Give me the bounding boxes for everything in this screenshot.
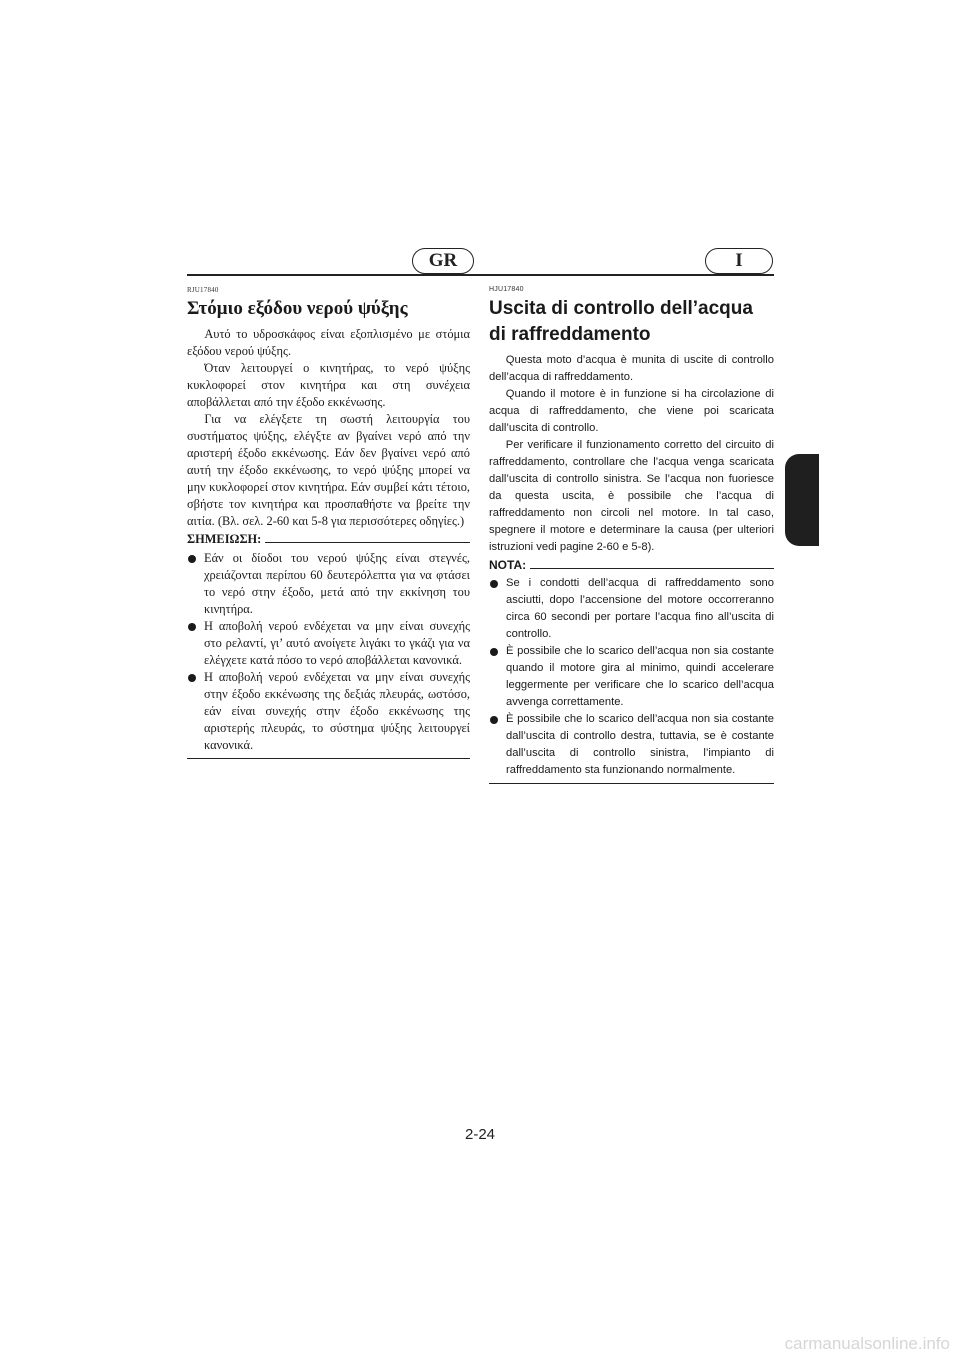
header-rule [187, 274, 774, 276]
note-rule [530, 568, 774, 569]
note-item: Η αποβολή νερού ενδέχεται να μην είναι συνεχής στην έξοδο εκκένωσης της δεξιάς πλευράς, ωστόσο, εάν είναι συνεχής στην έξοδο εκκένωσης της αριστερής πλευράς, το σύστημα ψύξης λειτουργεί κανονικά. [187, 669, 470, 754]
note-item: Se i condotti dell’acqua di raffreddamento sono asciutti, dopo l’accensione del motore occorreranno circa 60 secondi per portare l’acqua fino all’uscita di controllo. [489, 575, 774, 643]
note-label: NOTA: [489, 558, 527, 572]
note-header [187, 532, 470, 547]
page-number: 2-24 [464, 1126, 496, 1143]
note-header [489, 558, 774, 572]
note-list [489, 575, 774, 779]
note-end-rule [489, 783, 774, 784]
note-rule [265, 542, 470, 543]
italian-column [489, 286, 774, 784]
language-badge-gr: GR [412, 248, 474, 274]
paragraph: Όταν λειτουργεί ο κινητήρας, το νερό ψύξης κυκλοφορεί στον κινητήρα και στη συνέχεια αποβάλλεται από την έξοδο εκκένωσης. [187, 361, 470, 409]
note-item: Εάν οι δίοδοι του νερού ψύξης είναι στεγνές, χρειάζονται περίπου 60 δευτερόλεπτα για να φτάσει το νερό στην έξοδο, μετά από την εκκίνηση του κινητήρα. [187, 550, 470, 618]
note-end-rule [187, 758, 470, 759]
language-badge-it: I [705, 248, 773, 274]
paragraph: Quando il motore è in funzione si ha circolazione di acqua di raffreddamento, che viene poi scaricata dall’uscita di controllo. [489, 388, 774, 434]
paragraph: Per verificare il funzionamento corretto del circuito di raffreddamento, controllare che l’acqua venga scaricata dall’uscita di controllo sinistra. Se l’acqua non fuoriesce da questa uscita, è possibile che l’acqua di raffreddamento non circoli nel motore. In tal caso, spegnere il motore e determinare la causa (per ulteriori istruzioni vedi pagine 2-60 e 5-8). [489, 439, 774, 553]
watermark: carmanualsonline.info [784, 1334, 950, 1353]
chapter-tab [785, 454, 819, 546]
note-item: È possibile che lo scarico dell’acqua non sia costante dall’uscita di controllo destra, tuttavia, se è costante dall’uscita di controllo sinistra, l’impianto di raffreddamento sta funzionando normalmente. [489, 711, 774, 779]
paragraph: Questa moto d’acqua è munita di uscite di controllo dell’acqua di raffreddamento. [489, 354, 774, 383]
section-code: RJU17840 [187, 286, 219, 294]
note-label: ΣΗΜΕΙΩΣΗ: [187, 532, 262, 546]
note-item: Η αποβολή νερού ενδέχεται να μην είναι συνεχής στο ρελαντί, γι’ αυτό ανοίγετε λιγάκι το γκάζι για να ελέγχετε κατά πόσο το νερό αποβάλλεται κανονικά. [187, 618, 470, 669]
paragraph: Αυτό το υδροσκάφος είναι εξοπλισμένο με στόμια εξόδου νερού ψύξης. [187, 327, 470, 358]
greek-column [187, 286, 470, 759]
section-title: Uscita di controllo dell’acqua di raffreddamento [489, 298, 753, 345]
section-title: Στόμιο εξόδου νερού ψύξης [187, 298, 408, 319]
note-item: È possibile che lo scarico dell’acqua non sia costante quando il motore gira al minimo, quindi accelerare leggermente per verificare che lo scarico dell’acqua avvenga correttamente. [489, 643, 774, 711]
section-code: HJU17840 [489, 286, 524, 293]
paragraph: Για να ελέγξετε τη σωστή λειτουργία του συστήματος ψύξης, ελέγξτε αν βγαίνει νερό από την αριστερή έξοδο εκκένωσης. Εάν δεν βγαίνει νερό από αυτή την έξοδο εκκένωσης, το νερό ψύξης μπορεί να μην κυκλοφορεί στον κινητήρα. Εάν συμβεί κάτι τέτοιο, σβήστε τον κινητήρα και προσπαθήστε να βρείτε την αιτία. (Βλ. σελ. 2-60 και 5-8 για περισσότερες οδηγίες.) [187, 412, 470, 528]
note-list [187, 550, 470, 754]
